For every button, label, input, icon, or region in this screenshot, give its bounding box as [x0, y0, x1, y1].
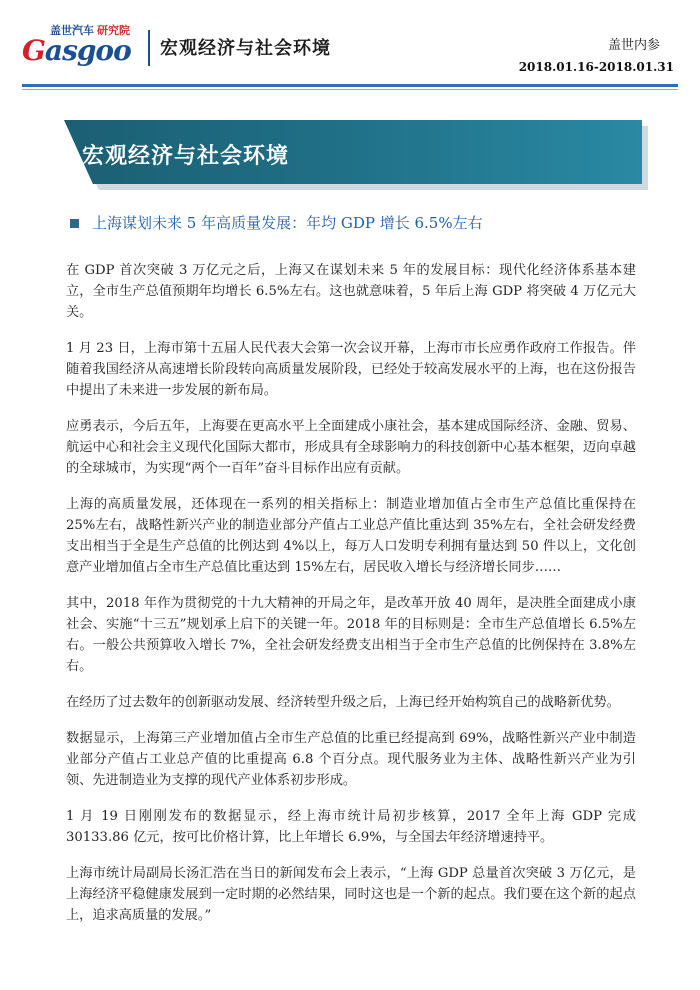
- section-heading: 上海谋划未来 5 年高质量发展：年均 GDP 增长 6.5%左右: [92, 214, 483, 232]
- logo-wordmark: [22, 34, 131, 67]
- paragraph: 数据显示，上海第三产业增加值占全市生产总值的比重已经提高到 69%，战略性新兴产业中制造业部分产值占工业总产值的比重提高 6.8 个百分点。现代服务业为主体、战略性新兴产业为引领、先进制造业为支撑的现代产业体系初步形成。: [66, 731, 636, 788]
- logo-caption-red: 研究院: [97, 24, 130, 37]
- header-rule-thin: [22, 89, 678, 90]
- gasgoo-logo: [22, 22, 140, 74]
- paragraph: 在经历了过去数年的创新驱动发展、经济转型升级之后，上海已经开始构筑自己的战略新优势。: [66, 695, 620, 710]
- paragraph: 1 月 23 日，上海市第十五届人民代表大会第一次会议开幕，上海市市长应勇作政府工作报告。伴随着我国经济从高速增长阶段转向高质量发展阶段，已经处于较高发展水平的上海，也在这份报告中提出了未来进一步发展的新布局。: [66, 341, 636, 398]
- paragraph: 应勇表示，今后五年，上海要在更高水平上全面建成小康社会，基本建成国际经济、金融、贸易、航运中心和社会主义现代化国际大都市，形成具有全球影响力的科技创新中心基本框架，迈向卓越的全球城市，为实现“两个一百年”奋斗目标作出应有贡献。: [66, 419, 636, 476]
- paragraph: 其中，2018 年作为贯彻党的十九大精神的开局之年，是改革开放 40 周年，是决胜全面建成小康社会、实施“十三五”规划承上启下的关键一年。2018 年的目标则是：全市生产总值增长 6.5%左右。一般公共预算收入增长 7%，全社会研发经费支出相当于全市生产总值的比例保持在 3.8%左右。: [66, 596, 636, 674]
- logo-wordmark-g: G: [22, 34, 45, 67]
- date-range: 2018.01.16-2018.01.31: [518, 60, 674, 74]
- article-body: [66, 260, 636, 941]
- header-divider: [148, 30, 150, 66]
- banner-title: 宏观经济与社会环境: [82, 144, 290, 169]
- paragraph: 上海市统计局副局长汤汇浩在当日的新闻发布会上表示，“上海 GDP 总量首次突破 3 万亿元，是上海经济平稳健康发展到一定时期的必然结果，同时这也是一个新的起点。我们要在这个新的起点上，追求高质量的发展。”: [66, 866, 636, 923]
- paragraph: 在 GDP 首次突破 3 万亿元之后，上海又在谋划未来 5 年的发展目标：现代化经济体系基本建立，全市生产总值预期年均增长 6.5%左右。这也就意味着，5 年后上海 GDP 将突破 4 万亿元大关。: [66, 263, 636, 320]
- publication-name: 盖世内参: [607, 38, 660, 53]
- logo-caption-cn: 盖世汽车: [50, 24, 94, 37]
- page-header: [0, 0, 700, 92]
- header-title: 宏观经济与社会环境: [160, 38, 331, 59]
- logo-wordmark-rest: asgoo: [44, 34, 131, 67]
- header-rule: [22, 84, 678, 87]
- paragraph: 上海的高质量发展，还体现在一系列的相关指标上：制造业增加值占全市生产总值比重保持在 25%左右，战略性新兴产业的制造业部分产值占工业总产值比重达到 35%左右，全社会研发经费支出相当于全是生产总值的比例达到 4%以上，每万人口发明专利拥有量达到 50 件以上，文化创意产业增加值占全市生产总值比重达到 15%左右，居民收入增长与经济增长同步……: [66, 497, 636, 575]
- paragraph: 1 月 19 日刚刚发布的数据显示，经上海市统计局初步核算，2017 全年上海 GDP 完成 30133.86 亿元，按可比价格计算，比上年增长 6.9%，与全国去年经济增速持平。: [66, 809, 636, 845]
- square-bullet-icon: [70, 219, 79, 228]
